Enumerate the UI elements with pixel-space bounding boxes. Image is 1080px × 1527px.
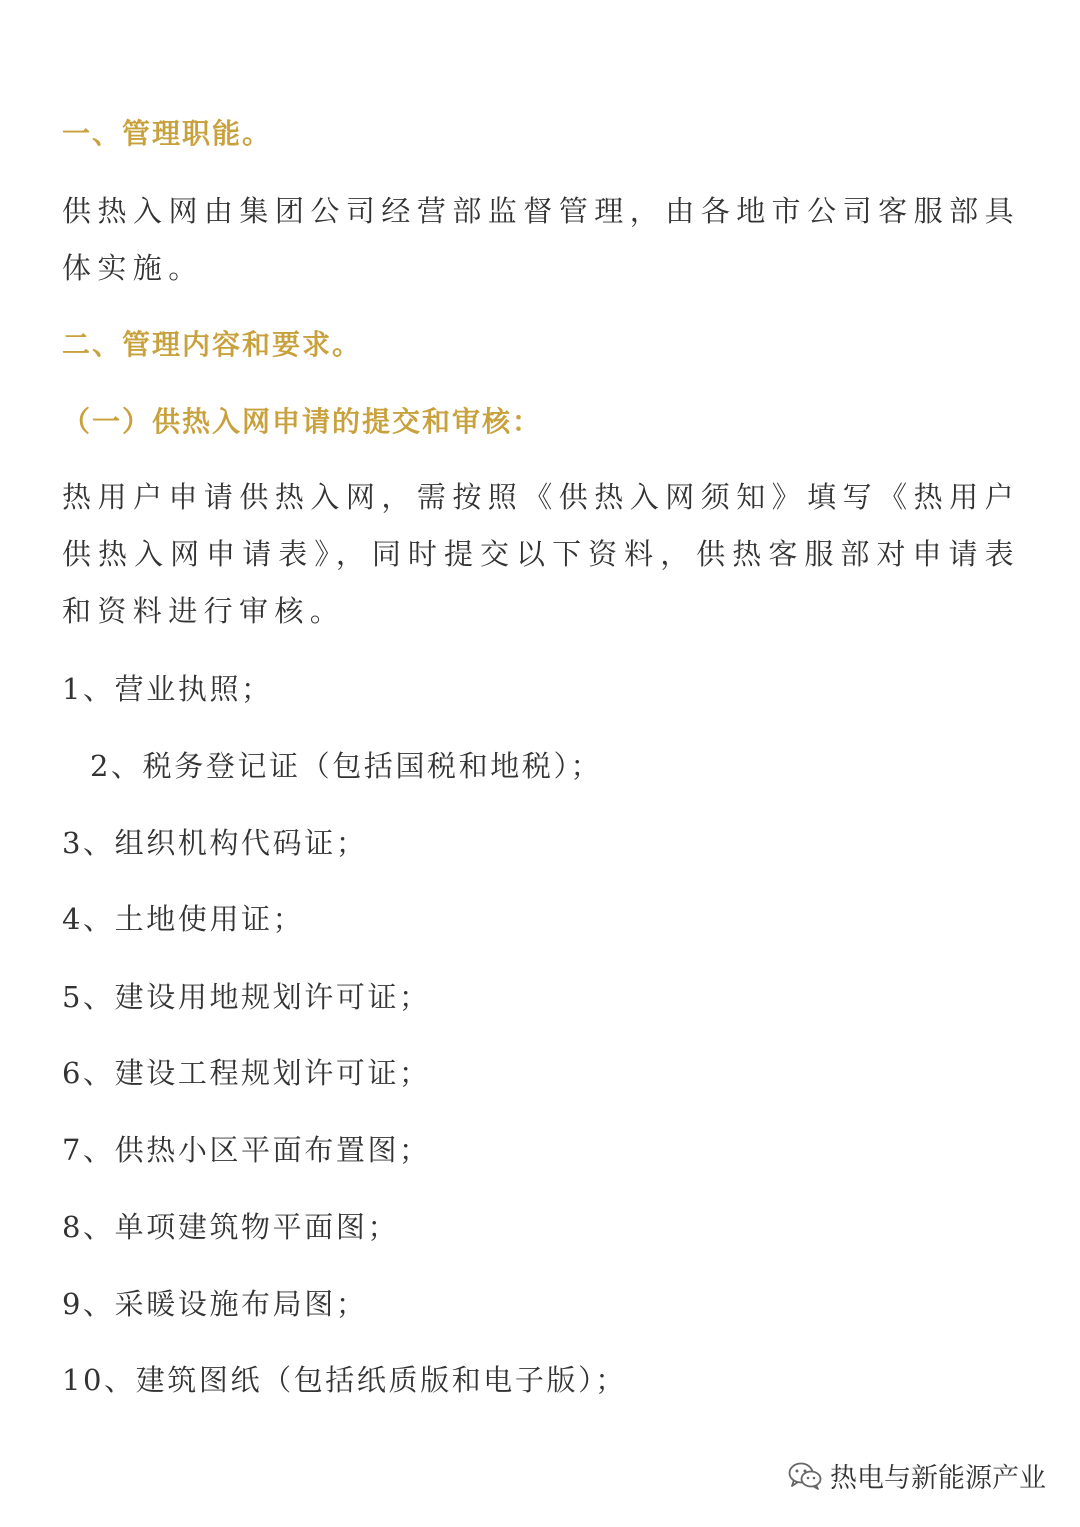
section-heading-management-content: 二、管理内容和要求。 (62, 328, 363, 361)
section-heading-management-function: 一、管理职能。 (62, 117, 273, 150)
list-item: 10、建筑图纸（包括纸质版和电子版）； (62, 1363, 627, 1397)
watermark (788, 1456, 1046, 1495)
list-item: 2、税务登记证（包括国税和地税）； (90, 749, 603, 783)
list-item: 5、建设用地规划许可证； (62, 980, 431, 1014)
list-item: 7、供热小区平面布置图； (62, 1133, 431, 1167)
subsection-heading-application: （一）供热入网申请的提交和审核： (62, 405, 543, 438)
list-item: 9、采暖设施布局图； (62, 1287, 368, 1321)
list-item: 1、营业执照； (62, 672, 273, 706)
list-item: 6、建设工程规划许可证； (62, 1056, 431, 1090)
list-item: 4、土地使用证； (62, 902, 305, 936)
paragraph-management-function: 供热入网由集团公司经营部监督管理，由各地市公司客服部具体实施。 (62, 194, 1020, 285)
list-item: 3、组织机构代码证； (62, 826, 368, 860)
wechat-icon (788, 1461, 822, 1491)
list-item: 8、单项建筑物平面图； (62, 1210, 400, 1244)
paragraph-application: 热用户申请供热入网，需按照《供热入网须知》填写《热用户供热入网申请表》，同时提交以下资料，供热客服部对申请表和资料进行审核。 (62, 480, 1020, 628)
watermark-text: 热电与新能源产业 (830, 1463, 1046, 1494)
